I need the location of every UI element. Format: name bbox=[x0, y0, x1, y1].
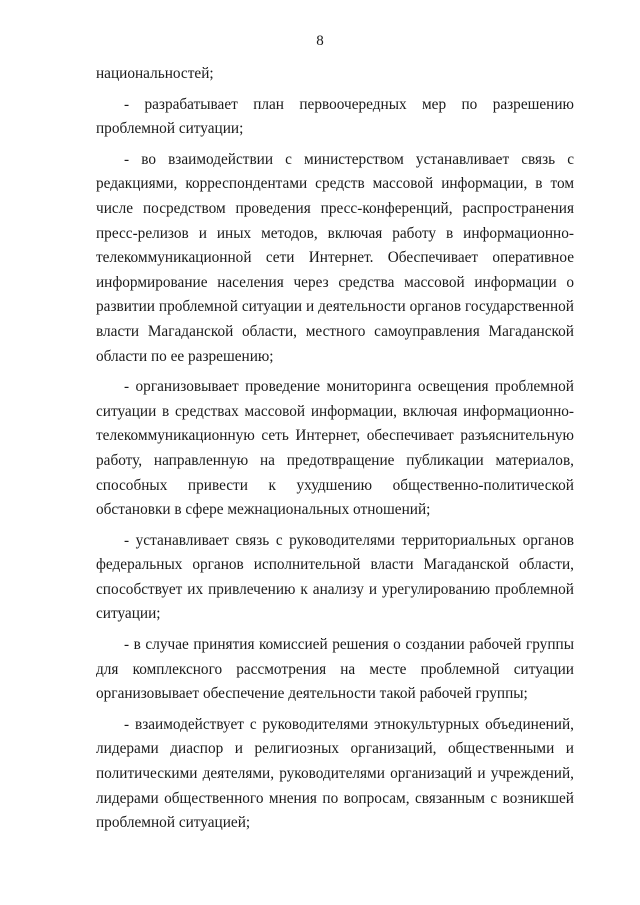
paragraph-monitoring: - организовывает проведение мониторинга освещения проблемной ситуации в средствах массовой информации, включая информационно-телекоммуникационную сеть Интернет, обеспечивает разъяснительную работу, направленную на предотвращение публикации материалов, способных привести к ухудшению общественно-политической обстановки в сфере межнациональных отношений; bbox=[96, 378, 574, 519]
page-number: 8 bbox=[316, 33, 324, 49]
paragraph-media-relations: - во взаимодействии с министерством устанавливает связь с редакциями, корреспондентами средств массовой информации, в том числе посредством проведения пресс-конференций, распространения пресс-релизов и иных методов, включая работу в информационно-телекоммуникационной сети Интернет. Обеспечивает оперативное информирование населения через средства массовой информации о развитии проблемной ситуации и деятельности органов государственной власти Магаданской области, местного самоуправления Магаданской области по ее разрешению; bbox=[96, 150, 574, 365]
paragraph-community-leaders: - взаимодействует с руководителями этнокультурных объединений, лидерами диаспор и религиозных организаций, общественными и политическими деятелями, руководителями организаций и учреждений, лидерами общественного мнения по вопросам, связанным с возникшей проблемной ситуацией; bbox=[96, 715, 574, 832]
paragraph-federal-bodies: - устанавливает связь с руководителями территориальных органов федеральных органов исполнительной власти Магаданской области, способствует их привлечению к анализу и урегулированию проблемной ситуации; bbox=[96, 531, 574, 623]
document-body bbox=[96, 62, 574, 842]
paragraph-plan: - разрабатывает план первоочередных мер по разрешению проблемной ситуации; bbox=[96, 95, 574, 138]
paragraph-working-group: - в случае принятия комиссией решения о создании рабочей группы для комплексного рассмотрения на месте проблемной ситуации организовывает обеспечение деятельности такой рабочей группы; bbox=[96, 636, 574, 703]
paragraph-continuation: национальностей; bbox=[96, 65, 214, 82]
